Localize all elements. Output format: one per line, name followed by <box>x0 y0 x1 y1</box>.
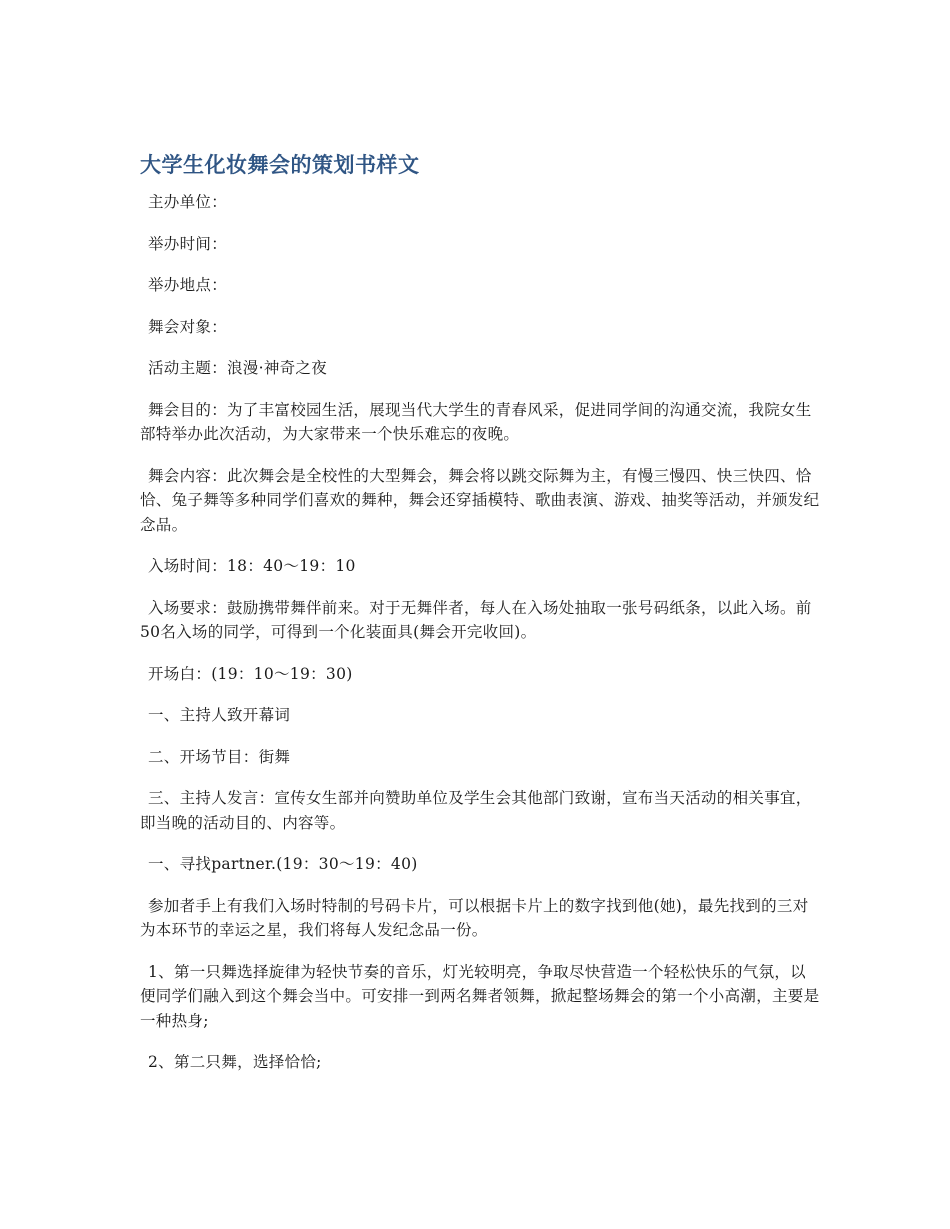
paragraph-partner-cards: 参加者手上有我们入场时特制的号码卡片，可以根据卡片上的数字找到他(她)，最先找到的三对为本环节的幸运之星，我们将每人发纪念品一份。 <box>140 896 809 939</box>
paragraph-purpose: 舞会目的：为了丰富校园生活，展现当代大学生的青春风采，促进同学间的沟通交流，我院女生部特举办此次活动，为大家带来一个快乐难忘的夜晚。 <box>140 400 812 443</box>
paragraph-organizer: 主办单位： <box>148 193 228 211</box>
document-title: 大学生化妆舞会的策划书样文 <box>140 153 420 177</box>
paragraph-entry-time: 入场时间：18：40～19：10 <box>148 557 356 575</box>
paragraph-opening-show: 二、开场节目：街舞 <box>148 747 291 766</box>
paragraph-location: 举办地点： <box>148 276 228 294</box>
paragraph-entry-requirements: 入场要求：鼓励携带舞伴前来。对于无舞伴者，每人在入场处抽取一张号码纸条，以此入场。前50名入场的同学，可得到一个化装面具(舞会开完收回)。 <box>140 598 812 641</box>
paragraph-opening: 开场白：(19：10～19：30) <box>148 664 353 683</box>
paragraph-find-partner: 一、寻找partner.(19：30～19：40) <box>148 855 418 873</box>
paragraph-first-dance: 1、第一只舞选择旋律为轻快节奏的音乐，灯光较明亮，争取尽快营造一个轻松快乐的气氛，以便同学们融入到这个舞会当中。可安排一到两名舞者领舞，掀起整场舞会的第一个小高潮，主要是一种热身; <box>140 962 820 1030</box>
paragraph-theme: 活动主题：浪漫·神奇之夜 <box>148 359 328 377</box>
paragraph-host-opening: 一、主持人致开幕词 <box>148 706 291 724</box>
paragraph-content: 舞会内容：此次舞会是全校性的大型舞会，舞会将以跳交际舞为主，有慢三慢四、快三快四、恰恰、兔子舞等多种同学们喜欢的舞种，舞会还穿插模特、歌曲表演、游戏、抽奖等活动，并颁发纪念品。 <box>140 466 820 534</box>
document-page <box>140 150 820 1092</box>
paragraph-second-dance: 2、第二只舞，选择恰恰; <box>148 1053 322 1071</box>
paragraph-host-speech: 三、主持人发言：宣传女生部并向赞助单位及学生会其他部门致谢，宣布当天活动的相关事宜，即当晚的活动目的、内容等。 <box>140 789 812 832</box>
paragraph-audience: 舞会对象： <box>148 317 228 336</box>
paragraph-time: 举办时间： <box>148 234 228 253</box>
